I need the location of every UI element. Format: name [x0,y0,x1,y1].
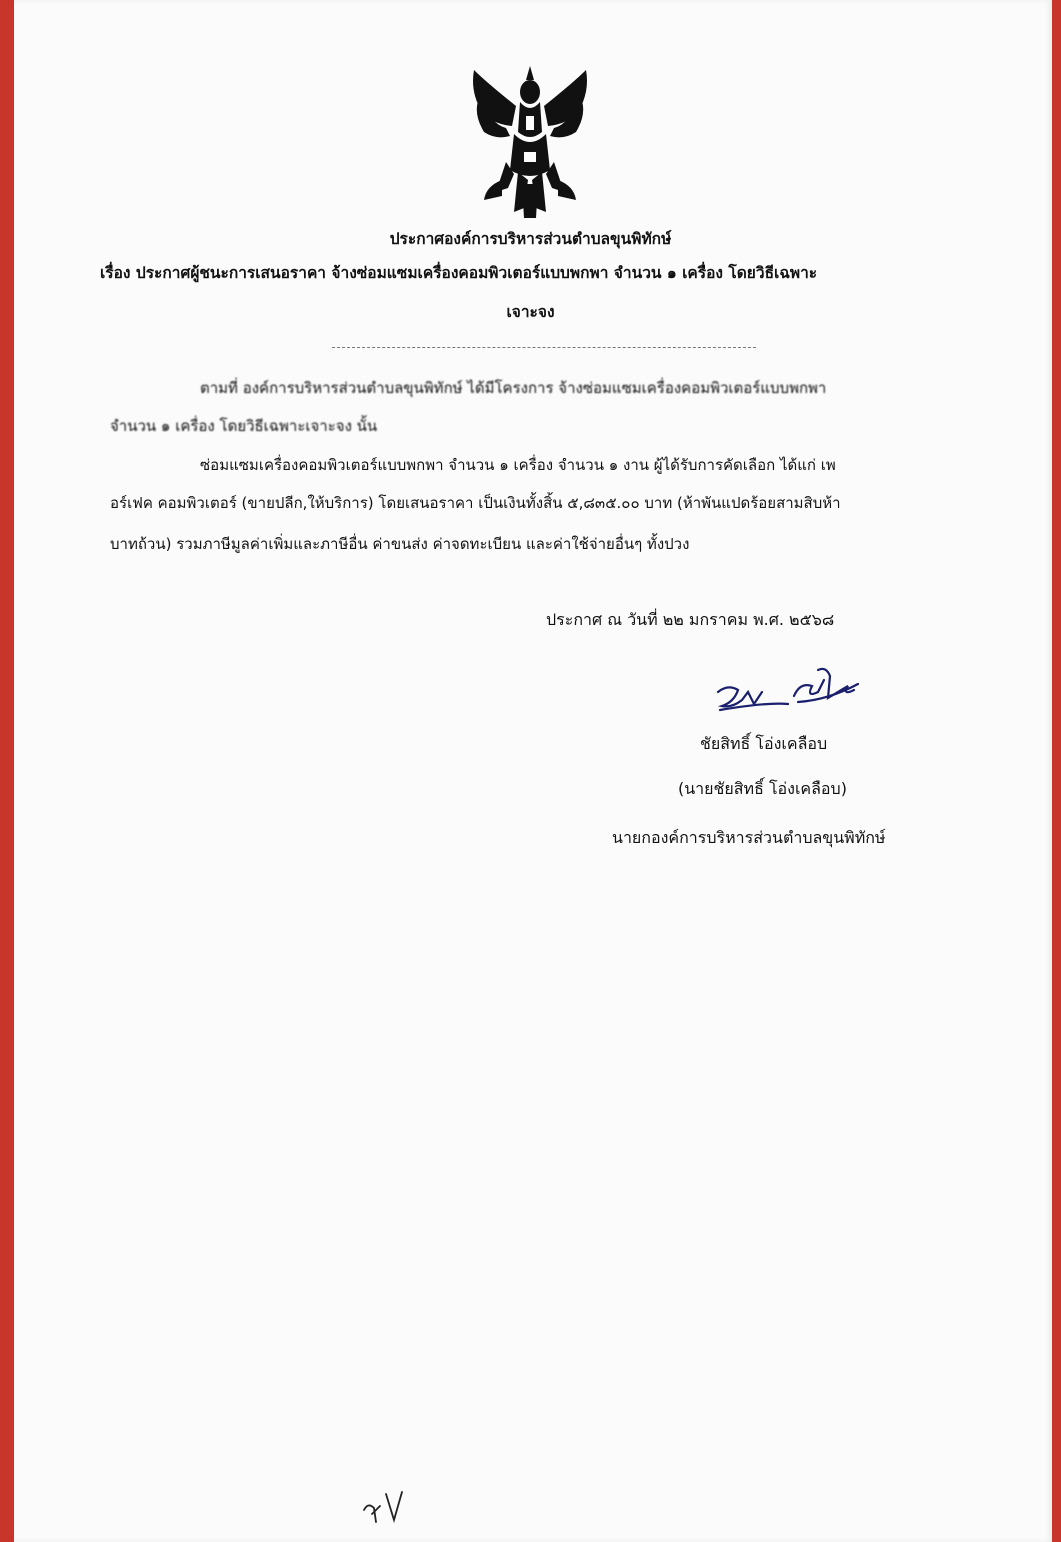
paragraph-2-line-3: บาทถ้วน) รวมภาษีมูลค่าเพิ่มและภาษีอื่น ค่าขนส่ง ค่าจดทะเบียน และค่าใช้จ่ายอื่นๆ ทั้งปวง [110,535,690,553]
garuda-emblem-icon [466,62,594,220]
announcement-date: ประกาศ ณ วันที่ ๒๒ มกราคม พ.ศ. ๒๕๖๘ [546,610,835,629]
signatory-position: นายกองค์การบริหารส่วนตำบลขุนพิทักษ์ [612,828,886,847]
paragraph-2-line-2: อร์เฟค คอมพิวเตอร์ (ขายปลีก,ให้บริการ) โดยเสนอราคา เป็นเงินทั้งสิ้น ๕,๘๓๕.๐๐ บาท (ห้าพันแปดร้อยสามสิบห้า [110,494,841,512]
paragraph-2-line-1: ซ่อมแซมเครื่องคอมพิวเตอร์แบบพกพา จำนวน ๑ เครื่อง จำนวน ๑ งาน ผู้ได้รับการคัดเลือก ได้แก่ เพ [200,456,836,474]
heading-organization: ประกาศองค์การบริหารส่วนตำบลขุนพิทักษ์ [389,230,672,248]
signature-printed-name: ชัยสิทธิ์ โอ่งเคลือบ [700,734,828,753]
paragraph-1-line-1: ตามที่ องค์การบริหารส่วนตำบลขุนพิทักษ์ ได้มีโครงการ จ้างซ่อมแซมเครื่องคอมพิวเตอร์แบบพกพา [200,379,827,397]
heading-subject: เรื่อง ประกาศผู้ชนะการเสนอราคา จ้างซ่อมแซมเครื่องคอมพิวเตอร์แบบพกพา จำนวน ๑ เครื่อง โดยวิธีเฉพาะ [100,264,818,282]
signatory-name: (นายชัยสิทธิ์ โอ่งเคลือบ) [678,779,847,798]
paragraph-1-line-2: จำนวน ๑ เครื่อง โดยวิธีเฉพาะเจาะจง นั้น [110,417,378,435]
divider [332,347,756,348]
signature-icon [708,662,868,718]
heading-subject-continued: เจาะจง [506,303,555,321]
handwritten-initials-icon [358,1488,418,1528]
